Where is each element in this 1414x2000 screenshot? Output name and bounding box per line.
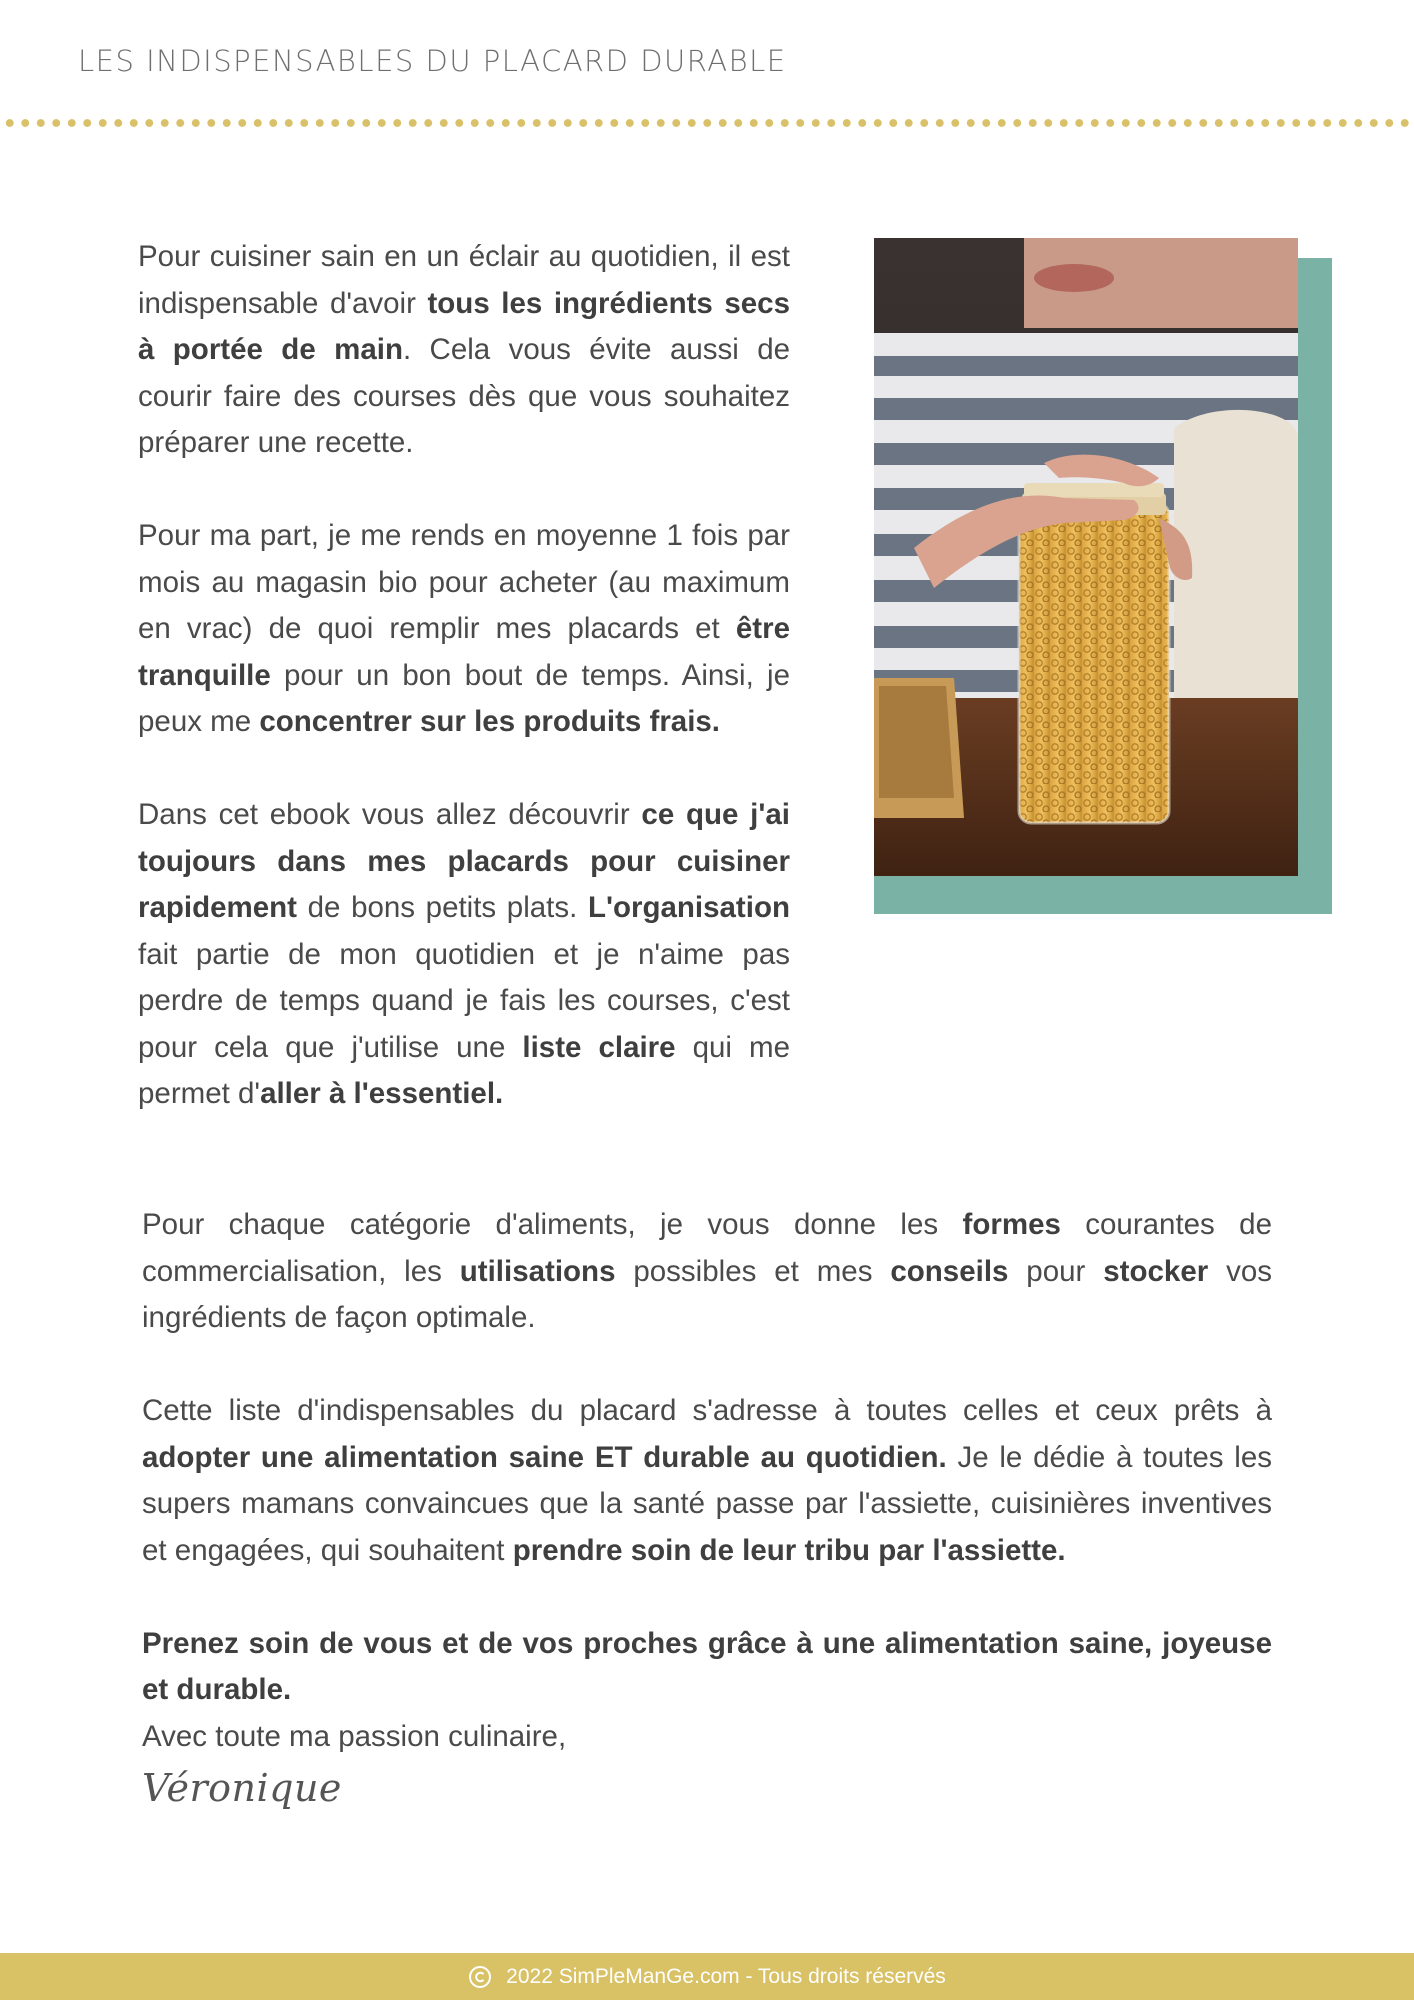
dotted-divider [0,116,1414,130]
body-paragraph-categories [142,1202,1272,1342]
pasta-jar-photo [874,238,1298,876]
bold-text: concentrer sur les produits frais. [259,705,721,738]
bold-text: prendre soin de leur tribu par l'assiette. [512,1533,1066,1567]
page-header-title: LES INDISPENSABLES DU PLACARD DURABLE [78,44,787,78]
intro-column [138,234,790,1118]
intro-paragraph-2 [138,513,790,746]
text-run: possibles et mes [615,1254,891,1288]
text-run: de bons petits plats. [297,891,588,924]
text-run: Pour ma part, je me rends en moyenne 1 fois par mois au magasin bio pour acheter (au maximum en vrac) de quoi remplir mes placards et [138,519,790,645]
text-run: Cette liste d'indispensables du placard s'adresse à toutes celles et ceux prêts à [142,1394,1272,1427]
bold-text: ce que j'ai toujours dans mes placards pour cuisiner rapidement [138,798,790,924]
text-run: vos ingrédients de façon optimale. [142,1254,1272,1334]
bold-text: liste claire [522,1030,676,1064]
bold-text: L'organisation [587,891,790,924]
text-run: courantes de commercialisation, les [142,1208,1272,1288]
text-run: . Cela vous évite aussi de courir faire des courses dès que vous souhaitez préparer une recette. [138,333,791,459]
author-signature: Véronique [142,1766,342,1810]
bold-text: utilisations [459,1254,616,1288]
footer-copyright-text: 2022 SimPleManGe.com - Tous droits réservés [506,1964,946,1988]
text-run: fait partie de mon quotidien et je n'aime pas perdre de temps quand je fais les courses, c'est pour cela que j'utilise une [138,937,790,1064]
bold-text: adopter une alimentation saine ET durable au quotidien. [142,1440,947,1474]
page-footer [0,1953,1414,2000]
closing-statement [142,1621,1272,1714]
bold-text: formes [962,1208,1061,1241]
bold-text: tous les ingrédients secs à portée de main [138,286,790,366]
intro-paragraph-3 [138,792,790,1118]
copyright-icon [468,1965,492,1989]
bold-text: être tranquille [138,612,790,692]
bold-text: conseils [890,1254,1009,1288]
photo-frame [874,238,1332,914]
text-run: Pour cuisiner sain en un éclair au quotidien, il est indispensable d'avoir [138,240,790,320]
bold-text: aller à l'essentiel. [260,1077,504,1110]
text-run: Dans cet ebook vous allez découvrir [138,798,642,831]
closing-statement-text: Prenez soin de vous et de vos proches grâce à une alimentation saine, joyeuse et durable. [142,1626,1272,1706]
text-run: pour un bon bout de temps. Ainsi, je peux me [138,658,790,738]
main-text-column [142,1202,1272,1810]
text-run: pour [1008,1254,1104,1288]
text-run: Je le dédie à toutes les supers mamans convaincues que la santé passe par l'assiette, cuisinières inventives et engagées, qui souhaitent [142,1440,1272,1567]
text-run: qui me permet d' [138,1030,791,1110]
bold-text: stocker [1103,1254,1209,1288]
signoff-line: Avec toute ma passion culinaire, [142,1719,567,1753]
text-run: Pour chaque catégorie d'aliments, je vous donne les [142,1208,963,1241]
intro-paragraph-1 [138,234,790,467]
body-paragraph-audience [142,1388,1272,1574]
